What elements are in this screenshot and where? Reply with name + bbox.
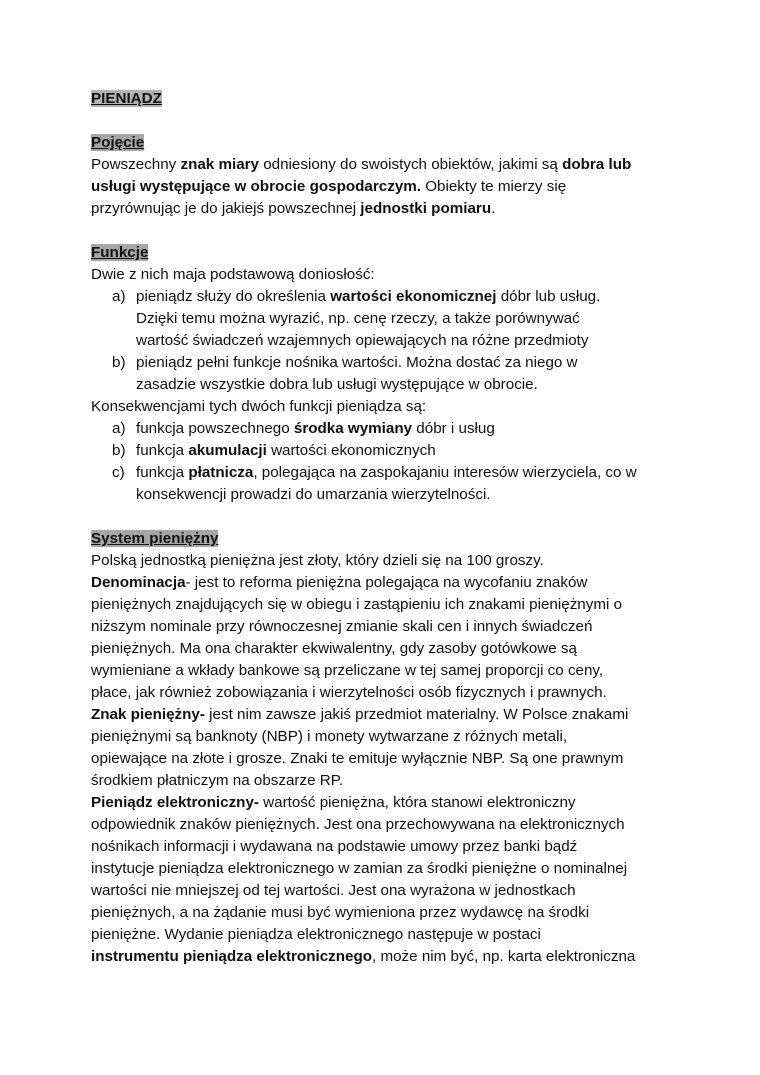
pojecie-line: usługi występujące w obrocie gospodarczym. Obiekty te mierzy się <box>91 178 567 195</box>
list-item: b) funkcja akumulacji wartości ekonomicznych <box>112 442 436 459</box>
pieniadz-elektroniczny-paragraph: Pieniądz elektroniczny- wartość pieniężna, która stanowi elektroniczny <box>91 794 576 811</box>
document-title: PIENIĄDZ <box>91 90 162 107</box>
list-item: a) funkcja powszechnego środka wymiany dóbr i usług <box>112 420 495 437</box>
heading-pojecie: Pojęcie <box>91 134 145 151</box>
pojecie-line: przyrównując je do jakiejś powszechnej jednostki pomiaru. <box>91 200 496 217</box>
funkcje-intro2: Konsekwencjami tych dwóch funkcji pieniądza są: <box>91 398 427 415</box>
document-page: PIENIĄDZ Pojęcie Powszechny znak miary odniesiony do swoistych obiektów, jakimi są dobra lub usługi występujące w obrocie gospodarczym. Obiekty te mierzy się przyrównując je do jakiejś powszechnej jednostki pomiaru. Funkcje Dwie z nich maja podstawową doniosłość: a) pieniądz służy do określenia wartości ekonomicznej dóbr lub usług. Dzięki temu można wyrazić, np. cenę rzeczy, a także porównywać wartość świadczeń wzajemnych opiewających na różne przedmioty b) pieniądz pełni funkcje nośnika wartości. Można dostać za niego w zasadzie wszystkie dobra lub usługi występujące w obrocie. Konsekwencjami tych dwóch funkcji pieniądza są: a) funkcja powszechnego środka wymiany dóbr i usług b) funkcja akumulacji wartości ekonomicznych c) funkcja płatnicza, polegająca na zaspokajaniu interesów wierzyciela, co w konsekwencji prowadzi do umarzania wierzytelności. System pieniężny Polską jednostką pieniężna jest złoty, który dzieli się na 100 groszy. Denominacja- jest to reforma pieniężna polegająca na wycofaniu znaków pieniężnych znajdujących się w obiegu i zastąpieniu ich znakami pieniężnymi o niższym nominale przy równoczesnej zmianie skali cen i innych świadczeń pieniężnych. Ma ona charakter ekwiwalentny, gdy zasoby gotówkowe są wymieniane a wkłady bankowe są przeliczane w tej samej proporcji co ceny, płace, jak również zobowiązania i wierzytelności osób fizycznych i prawnych. Znak pieniężny- jest nim zawsze jakiś przedmiot materialny. W Polsce znakami pieniężnymi są banknoty (NBP) i monety wytwarzane z różnych metali, opiewające na złote i grosze. Znaki te emituje wyłącznie NBP. Są one prawnym środkiem płatniczym na obszarze RP. Pieniądz elektroniczny- wartość pieniężna, która stanowi elektroniczny odpowiednik znaków pieniężnych. Jest ona przechowywana na elektronicznych nośnikach informacji i wydawana na podstawie umowy przez banki bądź instytucje pieniądza elektronicznego w zamian za środki pieniężne o nominalnej wartości nie mniejszej od tej wartości. Jest ona wyrażona w jednostkach pieniężnych, a na żądanie musi być wymieniona przez wydawcę na środki pieniężne. Wydanie pieniądza elektronicznego następuje w postaci instrumentu pieniądza elektronicznego, może nim być, np. karta elektroniczna <box>91 88 691 968</box>
list-item: b) pieniądz pełni funkcje nośnika wartości. Można dostać za niego w <box>112 354 578 371</box>
funkcje-intro: Dwie z nich maja podstawową doniosłość: <box>91 266 375 283</box>
znak-paragraph: Znak pieniężny- jest nim zawsze jakiś przedmiot materialny. W Polsce znakami <box>91 706 629 723</box>
pojecie-line: Powszechny znak miary odniesiony do swoistych obiektów, jakimi są dobra lub <box>91 156 632 173</box>
heading-system: System pieniężny <box>91 530 219 547</box>
list-item: c) funkcja płatnicza, polegająca na zaspokajaniu interesów wierzyciela, co w <box>112 464 637 481</box>
system-paragraph: Polską jednostką pieniężna jest złoty, który dzieli się na 100 groszy. <box>91 552 544 569</box>
heading-funkcje: Funkcje <box>91 244 149 261</box>
list-item: a) pieniądz służy do określenia wartości ekonomicznej dóbr lub usług. <box>112 288 601 305</box>
denominacja-paragraph: Denominacja- jest to reforma pieniężna polegająca na wycofaniu znaków <box>91 574 588 591</box>
